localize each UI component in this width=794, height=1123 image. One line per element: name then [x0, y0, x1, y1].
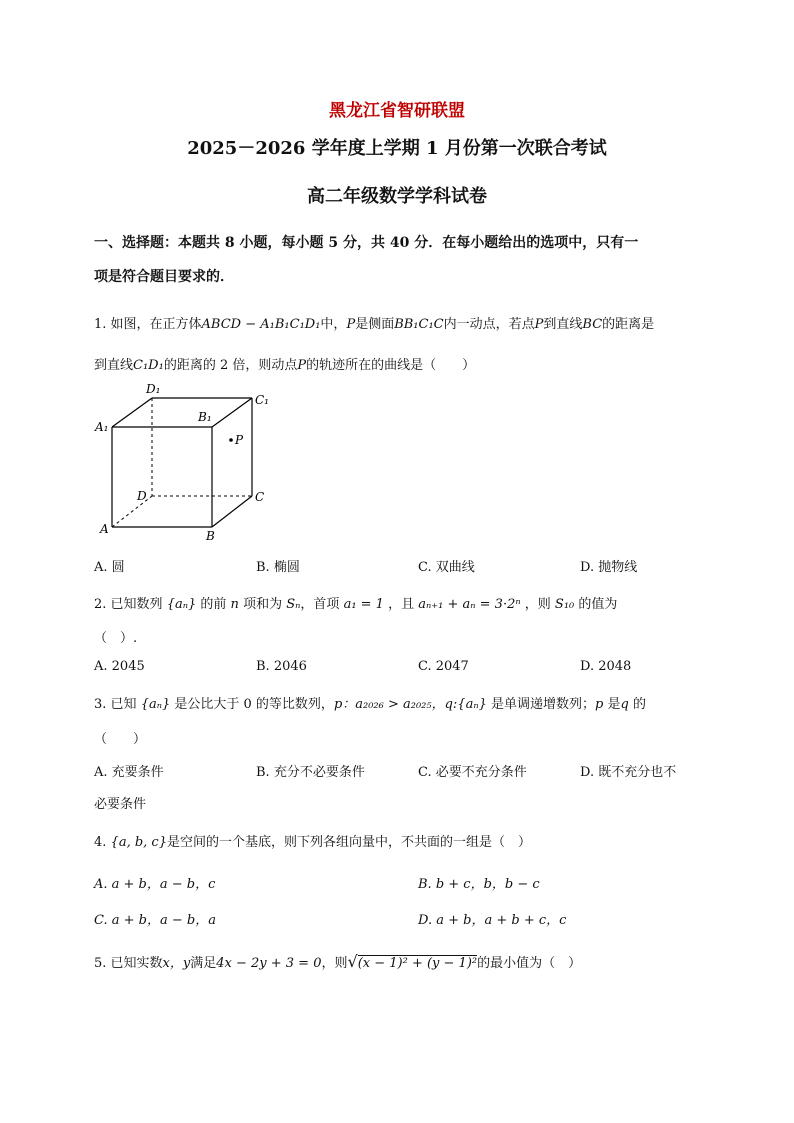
q3-text: 是单调递增数列；	[491, 697, 596, 712]
question-5-line1	[94, 952, 581, 971]
q3-option-a: A. 充要条件	[94, 765, 164, 780]
question-1-line2	[94, 354, 475, 373]
q5-equation: 4x − 2y + 3 = 0	[216, 956, 322, 971]
label-a: A	[100, 522, 109, 536]
organization-title: 黑龙江省智研联盟	[329, 101, 465, 121]
q1-text: 是侧面	[355, 317, 395, 332]
q2-option-d: D. 2048	[580, 659, 632, 674]
q2-text: ，且	[388, 597, 415, 612]
q4-text: 4.	[94, 835, 107, 850]
question-2-line1	[94, 593, 617, 612]
cube-figure	[92, 380, 282, 545]
label-c: C	[255, 490, 265, 504]
q3-option-b: B. 充分不必要条件	[256, 765, 365, 780]
question-3-line1	[94, 693, 646, 712]
q1-point-p: P	[346, 317, 356, 332]
q2-option-b: B. 2046	[256, 659, 307, 674]
label-a1: A₁	[95, 420, 109, 434]
label-d: D	[137, 489, 147, 503]
q1-point-p: P	[297, 358, 307, 373]
q1-option-d: D. 抛物线	[580, 560, 638, 575]
q3-option-d: D. 既不充分也不	[580, 765, 677, 780]
q5-text: 5. 已知实数	[94, 956, 163, 971]
q1-text: 1. 如图，在正方体	[94, 317, 202, 332]
q2-text: 2. 已知数列	[94, 597, 163, 612]
q1-text: 到直线	[543, 317, 583, 332]
q1-face: BB₁C₁C	[394, 317, 444, 332]
question-3-line2: （ ）	[94, 732, 147, 747]
q3-option-c: C. 必要不充分条件	[418, 765, 527, 780]
exam-title: 2025－2026 学年度上学期 1 月份第一次联合考试	[187, 138, 607, 159]
q2-s10: S₁₀	[554, 597, 575, 612]
q3-option-d-continued: 必要条件	[94, 797, 147, 812]
q1-cube-name: ABCD − A₁B₁C₁D₁	[201, 317, 321, 332]
question-4-line1	[94, 831, 531, 850]
q2-first-term: a₁ = 1	[343, 597, 384, 612]
q1-line-c1d1: C₁D₁	[133, 358, 164, 373]
q5-text: 的最小值为（ ）	[477, 956, 582, 971]
q3-q: q	[620, 697, 629, 712]
label-b: B	[206, 529, 215, 543]
q1-line-bc: BC	[582, 317, 603, 332]
q2-text: 的值为	[578, 597, 618, 612]
q1-point-p: P	[534, 317, 544, 332]
label-d1: D₁	[146, 382, 161, 396]
q1-text: 的距离是	[602, 317, 655, 332]
q3-propositions: p：a₂₀₂₆ > a₂₀₂₅，q:{aₙ}	[333, 697, 487, 712]
q2-text: ，则	[524, 597, 551, 612]
q1-text: 到直线	[94, 358, 134, 373]
section-heading-line1: 一、选择题：本题共 8 小题，每小题 5 分，共 40 分．在每小题给出的选项中，只有一	[94, 235, 639, 251]
q4-option-a: A. a + b，a − b，c	[94, 877, 216, 892]
q2-text: 项和为	[243, 597, 283, 612]
q2-n: n	[230, 597, 239, 612]
q4-option-b: B. b + c，b，b − c	[418, 877, 540, 892]
q3-text: 是	[607, 697, 621, 712]
q5-radicand: (x − 1)² + (y − 1)²	[357, 956, 478, 971]
q2-recurrence: aₙ₊₁ + aₙ = 3·2ⁿ	[418, 597, 521, 612]
label-c1: C₁	[255, 393, 269, 407]
q1-text: 内一动点，若点	[443, 317, 535, 332]
section-heading-line2: 项是符合题目要求的．	[94, 269, 234, 285]
q2-sn: Sₙ	[286, 597, 301, 612]
q2-option-c: C. 2047	[418, 659, 469, 674]
label-p: P	[235, 433, 244, 447]
q4-option-d: D. a + b，a + b + c，c	[418, 913, 567, 928]
q2-option-a: A. 2045	[94, 659, 145, 674]
q5-sqrt-sign: √	[347, 952, 358, 971]
q3-sequence: {aₙ}	[140, 697, 171, 712]
q3-text: 3. 已知	[94, 697, 137, 712]
q3-text: 的	[632, 697, 646, 712]
question-1-line1	[94, 313, 654, 332]
label-b1: B₁	[198, 410, 212, 424]
q5-variables: x，y	[162, 956, 191, 971]
q4-basis: {a, b, c}	[110, 835, 167, 850]
q1-text: 中，	[320, 317, 347, 332]
q1-option-a: A. 圆	[94, 560, 125, 575]
q4-option-c: C. a + b，a − b，a	[94, 913, 216, 928]
q2-sequence: {aₙ}	[166, 597, 197, 612]
q1-option-c: C. 双曲线	[418, 560, 475, 575]
q4-text: 是空间的一个基底，则下列各组向量中，不共面的一组是（ ）	[166, 835, 531, 850]
q3-text: 是公比大于 0 的等比数列，	[174, 697, 334, 712]
q1-text: 的轨迹所在的曲线是（ ）	[306, 358, 476, 373]
q5-text: 满足	[190, 956, 217, 971]
subject-title: 高二年级数学学科试卷	[307, 186, 487, 207]
q1-text: 的距离的 2 倍，则动点	[163, 358, 298, 373]
q5-text: ，则	[321, 956, 348, 971]
q3-p: p	[595, 697, 604, 712]
q2-text: ，首项	[300, 597, 340, 612]
q2-text: 的前	[200, 597, 227, 612]
q1-option-b: B. 椭圆	[256, 560, 300, 575]
question-2-line2: （ ）.	[94, 631, 138, 646]
